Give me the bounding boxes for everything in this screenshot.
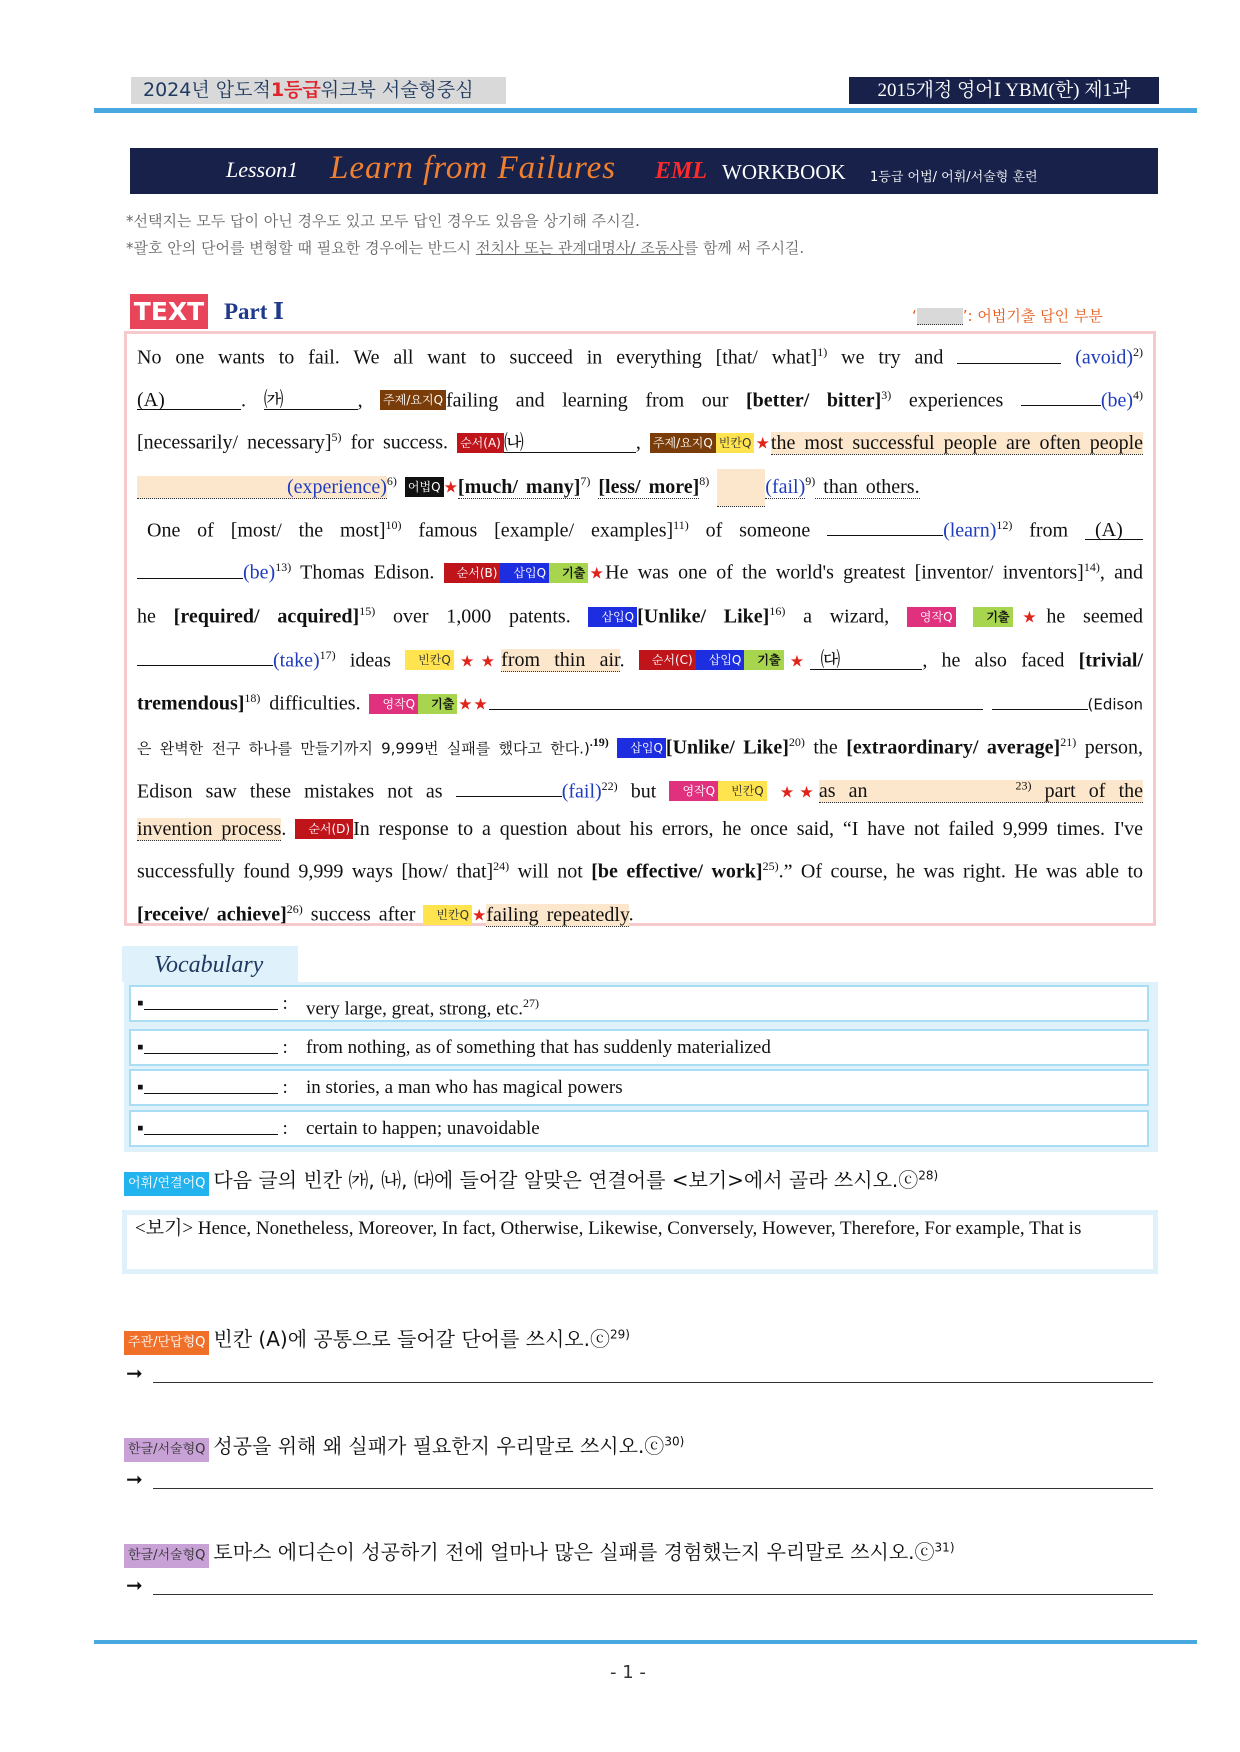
- tag-write: 영작Q: [669, 781, 718, 801]
- star-icon: ★: [443, 479, 458, 497]
- tag-past: 기출: [549, 563, 588, 583]
- question-1: [124, 1164, 938, 1196]
- vocab-row: ▪ : from nothing, as of something that has suddenly materialized: [129, 1029, 1149, 1066]
- tag-blank: 빈칸Q: [716, 433, 755, 453]
- question-4: [124, 1536, 955, 1568]
- vocab-row: ▪ : in stories, a man who has magical powers: [129, 1069, 1149, 1106]
- lesson-number: Lesson1: [226, 157, 299, 182]
- vocab-answer-blank[interactable]: [144, 1071, 278, 1094]
- tag-order-a: 순서(A): [457, 433, 504, 453]
- tag-grammar: 어법Q: [405, 477, 444, 497]
- answer-blank[interactable]: [992, 691, 1088, 710]
- tag-blank: 빈칸Q: [423, 905, 472, 925]
- tag-topic: 주제/요지Q: [380, 390, 446, 410]
- page-number: - 1 -: [610, 1662, 646, 1683]
- blank-a[interactable]: (A): [1085, 521, 1143, 540]
- question-text: 토마스 에디슨이 성공하기 전에 얼마나 많은 실패를 경험했는지 우리말로 쓰시오.ⓒ$^{31)}$: [213, 1540, 955, 1564]
- blank-ga[interactable]: ㈎: [264, 391, 358, 410]
- vocab-row: ▪ : certain to happen; unavoidable: [129, 1110, 1149, 1147]
- legend-swatch: [917, 308, 963, 325]
- tag-write: 영작Q: [369, 694, 418, 714]
- star-icon: ★: [588, 565, 606, 583]
- example-list: <보기> Hence, Nonetheless, Moreover, In fact, Otherwise, Likewise, Conversely, However, Therefore, For example, That is: [127, 1215, 1153, 1269]
- tag-insert: 삽입Q: [500, 563, 549, 583]
- lesson-title: Learn from Failures: [330, 150, 617, 186]
- question-text: 빈칸 (A)에 공통으로 들어갈 단어를 쓰시오.ⓒ$^{29)}$: [213, 1327, 630, 1351]
- vocabulary-title: Vocabulary: [122, 946, 298, 982]
- instruction-note-2: *괄호 안의 단어를 변형할 때 필요한 경우에는 반드시 전치사 또는 관계대명사/ 조동사를 함께 써 주시길.: [126, 239, 805, 257]
- blank-na[interactable]: ㈏: [504, 434, 636, 453]
- star-icon: ★: [783, 653, 811, 671]
- star-icon: ★★: [453, 653, 502, 671]
- tag-write: 영작Q: [907, 607, 956, 627]
- answer-blank[interactable]: [137, 647, 273, 666]
- footer-divider: [94, 1640, 1197, 1644]
- question-type-tag: 주관/단답형Q: [124, 1331, 209, 1355]
- star-icon: ★★: [457, 696, 489, 714]
- question-3: [124, 1430, 684, 1462]
- workbook-subtitle: 1등급 어법/ 어휘/서술형 훈련: [870, 170, 1038, 185]
- instruction-note-1: *선택지는 모두 답이 아닌 경우도 있고 모두 답인 경우도 있음을 상기해 주시길.: [126, 212, 640, 230]
- answer-line[interactable]: [153, 1594, 1153, 1595]
- tag-order-d: 순서(D): [295, 819, 353, 839]
- highlight-the-most-successful: the most successful people are often people (experience): [137, 432, 1143, 499]
- part-label: Part Ⅰ: [224, 299, 284, 324]
- eml-logo: EML: [655, 158, 708, 184]
- question-type-tag: 한글/서술형Q: [124, 1438, 209, 1462]
- vocab-answer-blank[interactable]: [144, 987, 278, 1010]
- tag-past: 기출: [973, 607, 1012, 627]
- answer-line[interactable]: [153, 1382, 1153, 1383]
- workbook-label: WORKBOOK: [722, 160, 846, 184]
- curriculum-label: 2015개정 영어Ⅰ YBM(한) 제1과: [849, 77, 1159, 104]
- question-text: 성공을 위해 왜 실패가 필요한지 우리말로 쓰시오.ⓒ$^{30)}$: [213, 1434, 685, 1458]
- workbook-series-label: 2024년 압도적1등급워크북 서술형중심: [131, 77, 506, 104]
- tag-order-b: 순서(B): [444, 563, 501, 583]
- answer-blank[interactable]: [1021, 387, 1101, 406]
- star-icon: ★★: [779, 784, 819, 802]
- arrow-icon: ➞: [126, 1575, 143, 1597]
- tag-past: 기출: [744, 650, 783, 670]
- question-type-tag: 한글/서술형Q: [124, 1544, 209, 1568]
- answer-blank[interactable]: [717, 469, 765, 507]
- tag-topic: 주제/요지Q: [650, 433, 716, 453]
- star-icon: ★: [472, 907, 487, 925]
- tag-blank: 빈칸Q: [405, 650, 454, 670]
- question-2: [124, 1323, 630, 1355]
- question-type-tag: 어휘/연결어Q: [124, 1172, 209, 1196]
- answer-blank[interactable]: [489, 691, 983, 710]
- tag-insert: 삽입Q: [696, 650, 745, 670]
- vocab-answer-blank[interactable]: [144, 1031, 278, 1054]
- vocab-answer-blank[interactable]: [144, 1112, 278, 1135]
- reading-passage: [124, 331, 1156, 926]
- example-box: [122, 1210, 1158, 1274]
- tag-order-c: 순서(C): [639, 650, 696, 670]
- tag-insert: 삽입Q: [617, 738, 666, 758]
- text-badge: TEXT: [130, 294, 208, 329]
- answer-blank[interactable]: [137, 560, 243, 579]
- answer-blank[interactable]: [827, 517, 943, 536]
- passage-paragraph-2: One of [most/ the most]$^{10)}$ famous [example/ examples]$^{11)}$ of someone (learn)$^{12)}$ from (A) (be)$^{13)}$ Thomas Edison. 순서(B) 삽입Q 기출 ★He was one of the world's greatest [inventor/ inventors]$^{14)}$, and he [required/ acquired]$^{15)}$ over 1,000 patents. 삽입Q [Unlike/ Like]$^{16)}$ a wizard, 영작Q 기출 ★he seemed (take)$^{17)}$ ideas 빈칸Q ★★from thin air. 순서(C) 삽입Q 기출 ★ ㈐ , he also faced [trivial/ tremendous]$^{18)}$ difficulties. 영작Q 기출 ★★ (Edison은 완벽한 전구 하나를 만들기까지 9,999번 실패를 했다고 한다.)$^{.19)}$ 삽입Q [Unlike/ Like]$^{20)}$ the [extraordinary/ average]$^{21)}$ person, Edison saw these mistakes not as (fail)$^{22)}$ but 영작Q 빈칸Q ★★as an $^{23)}$ part of the invention process. 순서(D) In response to a question about his errors, he once said, “I have not failed 9,999 times. I've successfully found 9,999 ways [how/ that]$^{24)}$ will not [be effective/ work]$^{25)}$.” Of course, he was right. He was able to [receive/ achieve]$^{26)}$ success after 빈칸Q ★failing repeatedly.: [137, 517, 1144, 926]
- star-icon: ★: [754, 435, 771, 453]
- answer-blank[interactable]: [957, 345, 1061, 364]
- answer-blank[interactable]: [456, 778, 562, 797]
- blank-a[interactable]: (A): [137, 391, 241, 410]
- question-text: 다음 글의 빈칸 ㈎, ㈏, ㈐에 들어갈 알맞은 연결어를 <보기>에서 골라 쓰시오.ⓒ$^{28)}$: [213, 1168, 939, 1192]
- arrow-icon: ➞: [126, 1363, 143, 1385]
- tag-blank: 빈칸Q: [718, 781, 767, 801]
- star-icon: ★: [1012, 609, 1047, 627]
- passage-paragraph-1: No one wants to fail. We all want to succeed in everything [that/ what]$^{1)}$ we try and (avoid)$^{2)}$ (A) . ㈎ , 주제/요지Q failing and learning from our [better/ bitter]$^{3)}$ experiences (be)$^{4)}$ [necessarily/ necessary]$^{5)}$ for success. 순서(A) ㈏ , 주제/요지Q 빈칸Q ★the most successful people are often people (experience)$^{6)}$ 어법Q ★[much/ many]$^{7)}$ [less/ more]$^{8)}$ (fail)$^{9)}$ than others.: [137, 334, 1143, 507]
- header-divider: [94, 108, 1197, 113]
- tag-past: 기출: [418, 694, 457, 714]
- grammar-legend: ‘ ’: 어법기출 답인 부분: [912, 307, 1103, 325]
- tag-insert: 삽입Q: [588, 607, 637, 627]
- blank-da[interactable]: ㈐: [810, 651, 922, 670]
- vocab-row: ▪ : very large, great, strong, etc.$^{27)}$: [129, 985, 1149, 1022]
- arrow-icon: ➞: [126, 1469, 143, 1491]
- answer-line[interactable]: [153, 1488, 1153, 1489]
